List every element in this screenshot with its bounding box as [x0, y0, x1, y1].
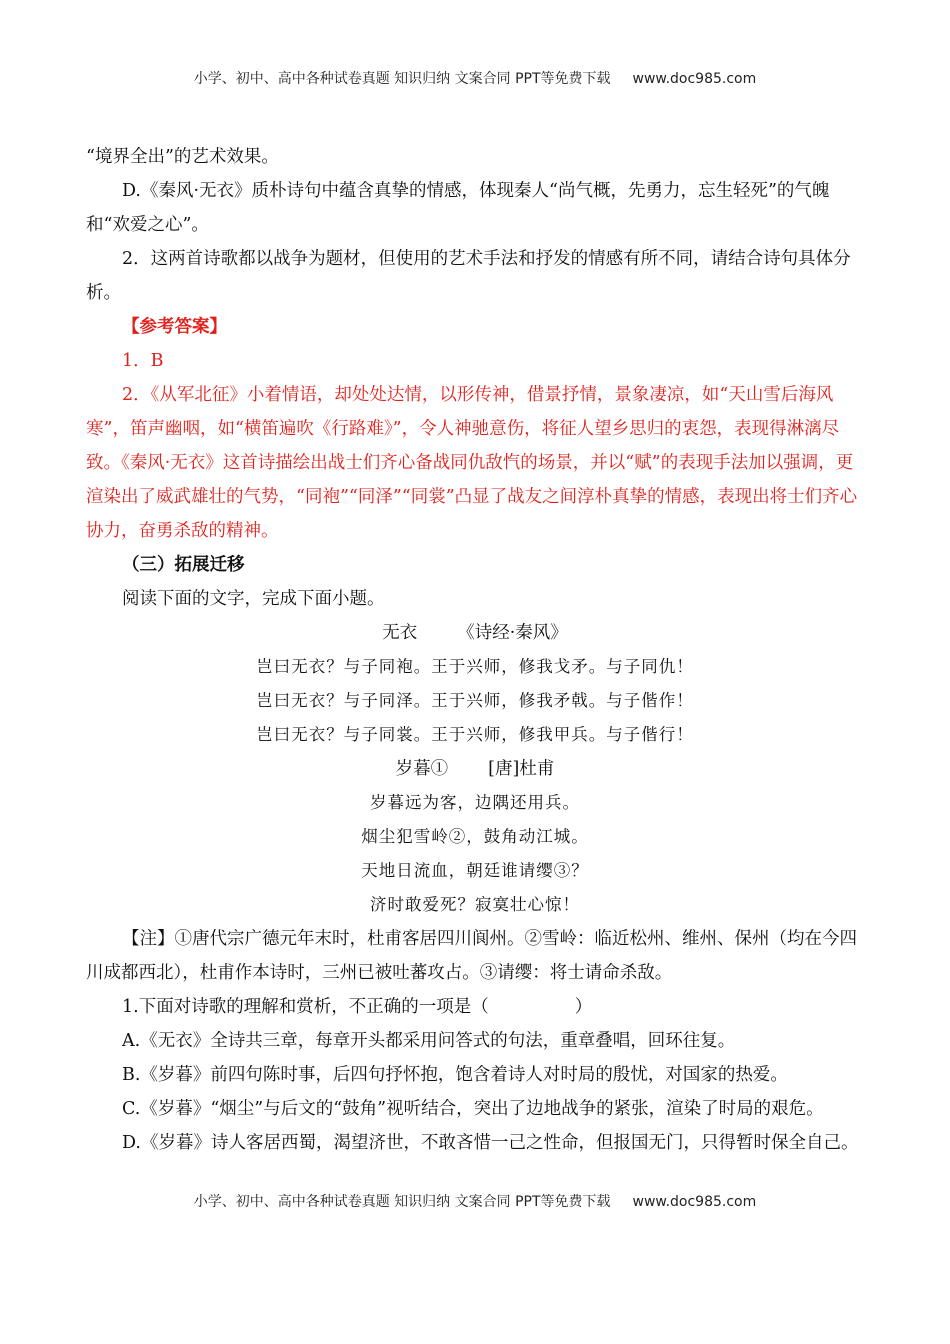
poem2-title: 岁暮①	[395, 759, 449, 779]
section-heading: （三）拓展迁移	[122, 555, 245, 575]
option-b: B.《岁暮》前四句陈时事，后四句抒怀抱，饱含着诗人对时局的殷忧，对国家的热爱。	[122, 1065, 788, 1085]
poem-line: 天地日流血，朝廷谁请缨③？	[361, 861, 589, 880]
footer-url[interactable]: www.doc985.com	[632, 1194, 757, 1210]
option-d-previous: D.《秦风·无衣》质朴诗句中蕴含真挚的情感，体现秦人“尚气概，先勇力，忘生轻死”的气魄和“欢爱之心”。	[86, 181, 830, 235]
poem-note: 【注】①唐代宗广德元年末时，杜甫客居四川阆州。②雪岭：临近松州、维州、保州（均在今四川成都西北），杜甫作本诗时，三州已被吐蕃攻占。③请缨：将士请命杀敌。	[86, 929, 857, 983]
poem-line: 岂曰无衣？与子同袍。王于兴师，修我戈矛。与子同仇！	[256, 657, 694, 676]
poem2-heading	[86, 752, 864, 786]
poem-line: 岂曰无衣？与子同裳。王于兴师，修我甲兵。与子偕行！	[256, 725, 694, 744]
reading-instruction: 阅读下面的文字，完成下面小题。	[122, 589, 385, 609]
poem-line: 岂曰无衣？与子同泽。王于兴师，修我矛戟。与子偕作！	[256, 691, 694, 710]
answer-1: 1．B	[122, 351, 164, 371]
option-c: C.《岁暮》“烟尘”与后文的“鼓角”视听结合，突出了边地战争的紧张，渲染了时局的艰危。	[122, 1099, 824, 1119]
document-body	[86, 140, 864, 1160]
poem-line: 烟尘犯雪岭②，鼓角动江城。	[361, 827, 589, 846]
footer-text: 小学、初中、高中各种试卷真题 知识归纳 文案合同 PPT等免费下载	[193, 1194, 611, 1210]
question-1-close: ）	[574, 997, 593, 1017]
poem-line: 岁暮远为客，边隅还用兵。	[370, 793, 580, 812]
poem-line: 济时敢爱死？寂寞壮心惊！	[370, 895, 580, 914]
poem1-heading	[86, 616, 864, 650]
question-2: 2．这两首诗歌都以战争为题材，但使用的艺术手法和抒发的情感有所不同，请结合诗句具体分析。	[86, 249, 851, 303]
poem1-title: 无衣	[382, 623, 418, 643]
header-url[interactable]: www.doc985.com	[632, 71, 757, 87]
paragraph-effect: “境界全出”的艺术效果。	[86, 147, 279, 167]
poem1-source: 《诗经·秦风》	[457, 623, 568, 643]
page-footer	[0, 1191, 950, 1211]
question-1-stem: 1.下面对诗歌的理解和赏析，不正确的一项是（	[122, 997, 489, 1017]
answer-2: 2．《从军北征》小着情语，却处处达情，以形传神，借景抒情，景象凄凉，如“天山雪后海风寒”，笛声幽咽，如“横笛遍吹《行路难》”，令人神驰意伤，将征人望乡思归的衷怨，表现得淋漓尽致。《秦风·无衣》这首诗描绘出战士们齐心备战同仇敌忾的场景，并以“赋”的表现手法加以强调，更渲染出了威武雄壮的气势，“同袍”“同泽”“同裳”凸显了战友之间淳朴真挚的情感，表现出将士们齐心协力，奋勇杀敌的精神。	[86, 385, 858, 541]
page-header	[0, 68, 950, 88]
poem2-author: [唐]杜甫	[488, 759, 555, 779]
question-1	[86, 990, 864, 1024]
option-a: A.《无衣》全诗共三章，每章开头都采用问答式的句法，重章叠唱，回环往复。	[122, 1031, 736, 1051]
option-d: D.《岁暮》诗人客居西蜀，渴望济世，不敢吝惜一己之性命，但报国无门，只得暂时保全自己。	[122, 1133, 859, 1153]
header-text: 小学、初中、高中各种试卷真题 知识归纳 文案合同 PPT等免费下载	[193, 71, 611, 87]
answer-label: 【参考答案】	[122, 317, 227, 337]
